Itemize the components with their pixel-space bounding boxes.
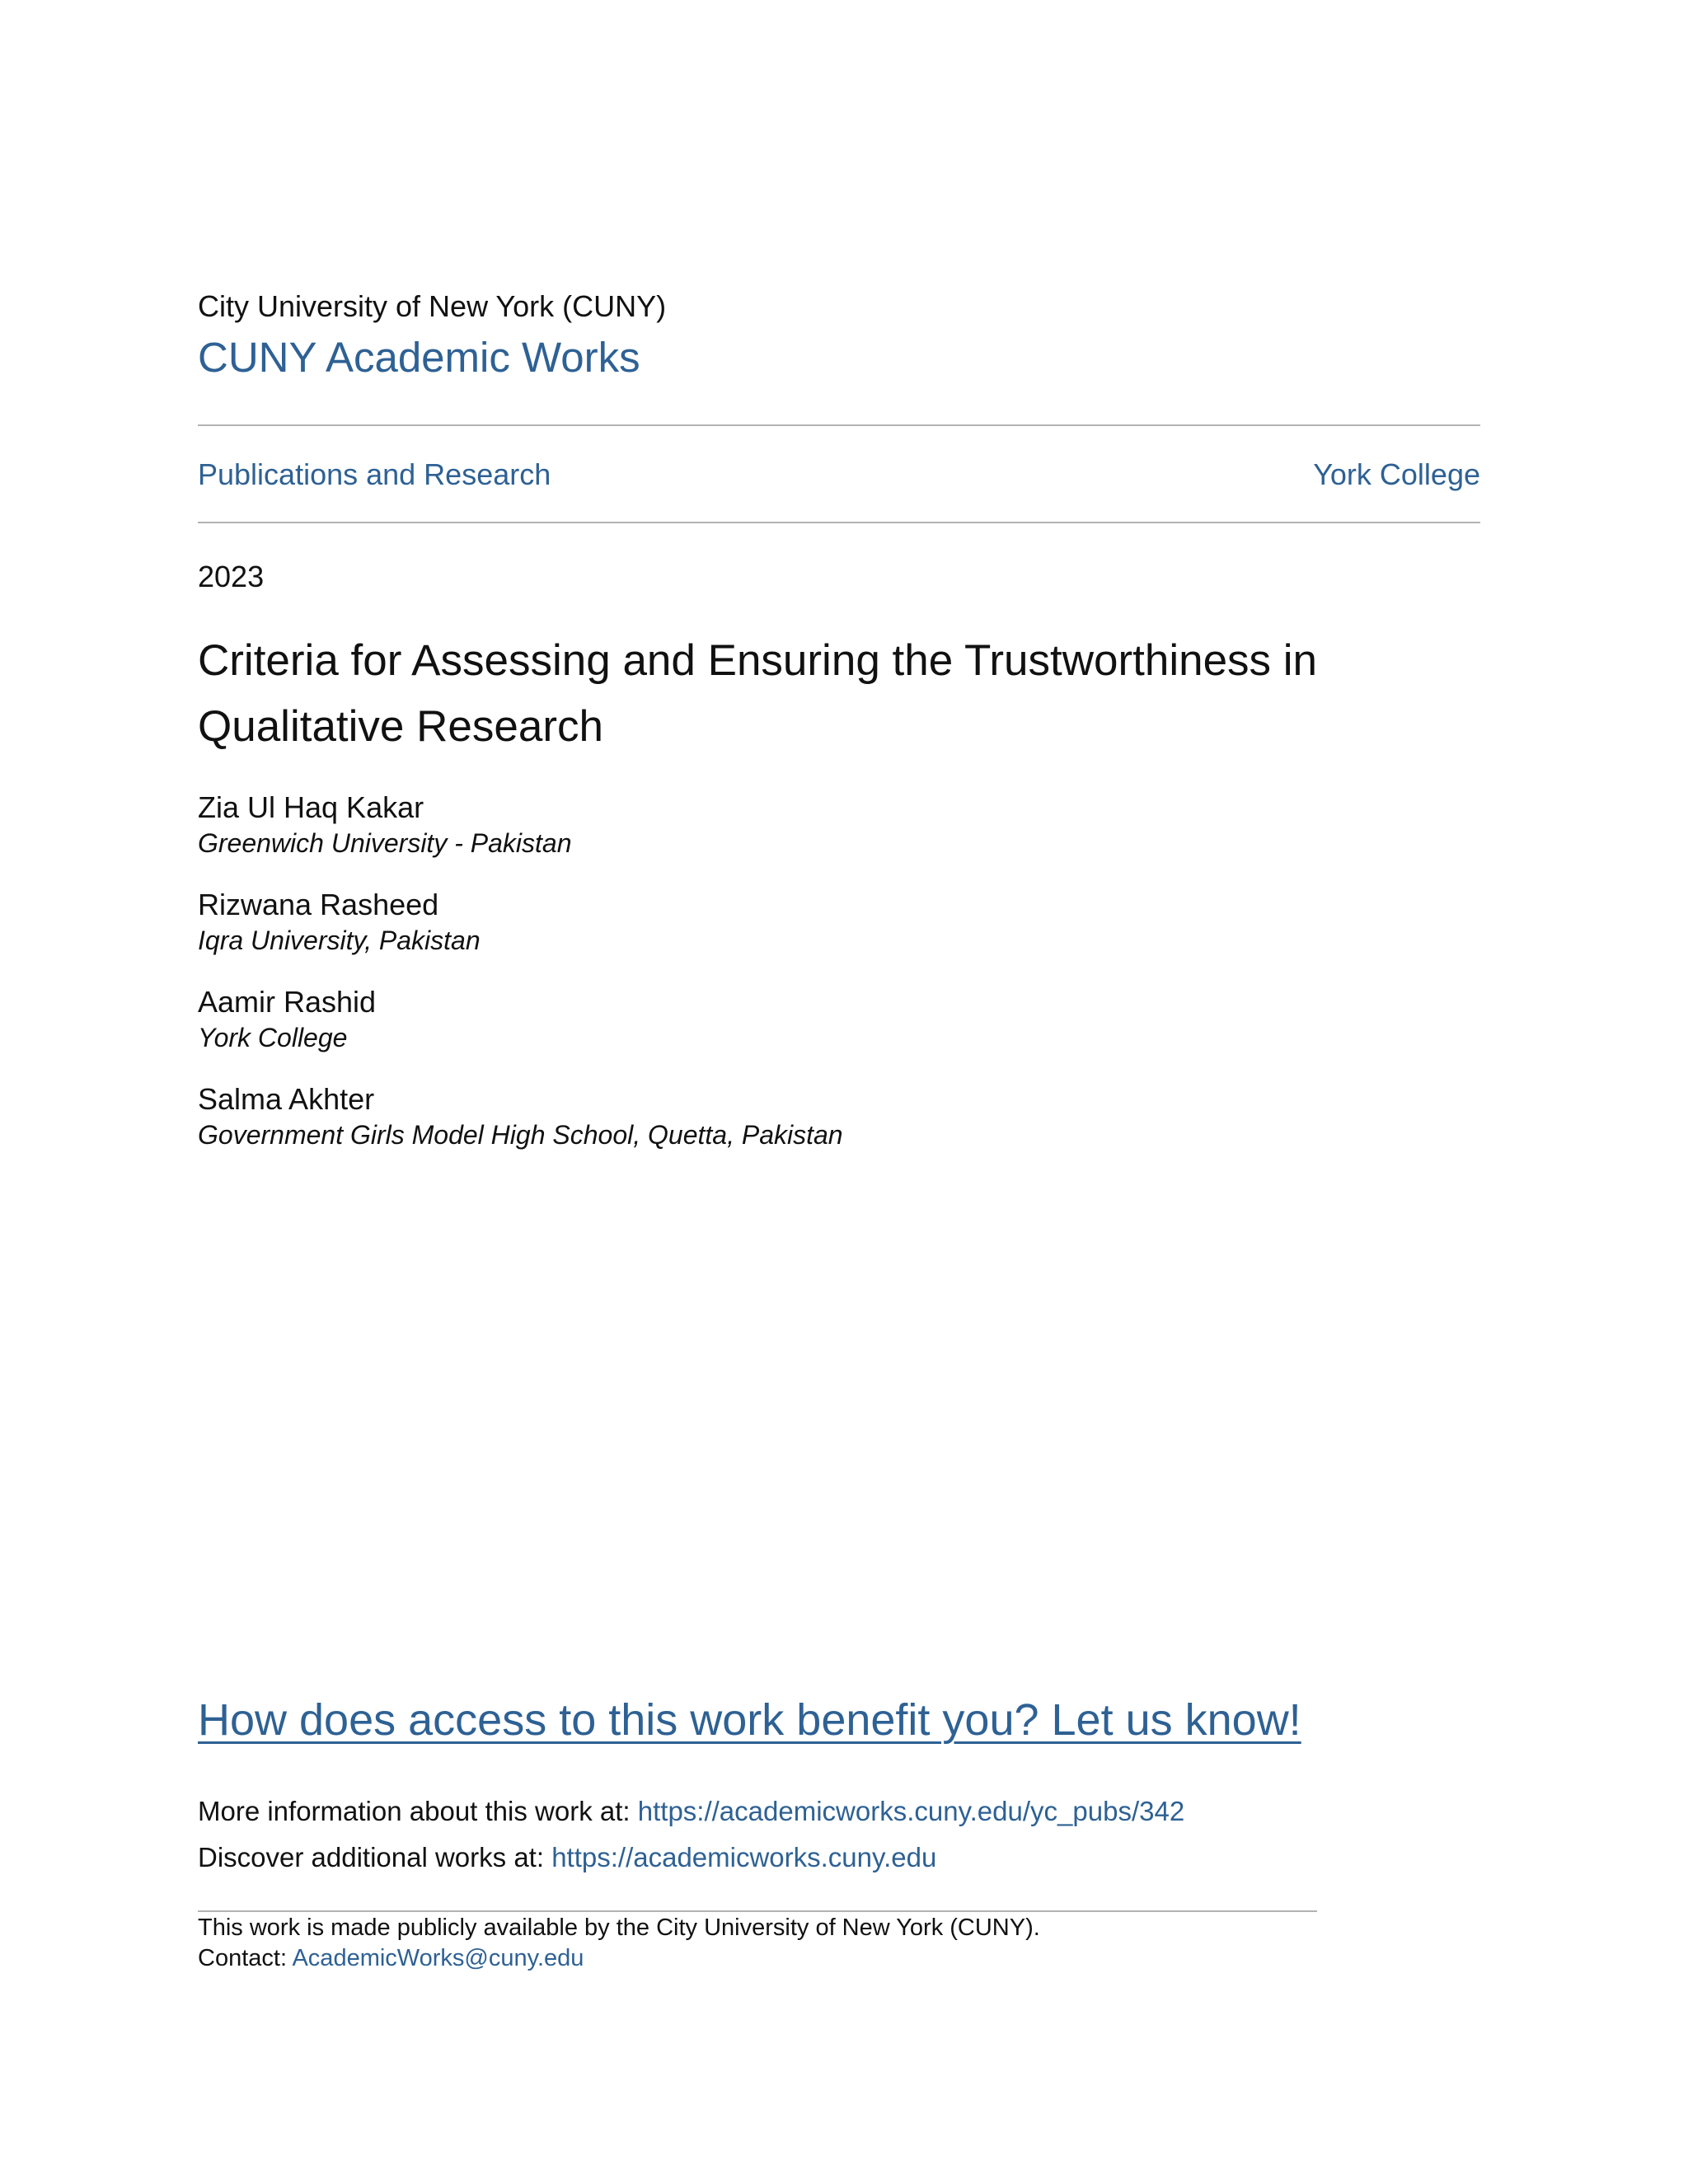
author-entry [198,984,1434,1055]
author-affiliation: Iqra University, Pakistan [198,926,481,955]
footer-divider [198,1910,1317,1912]
college-link[interactable]: York College [1313,457,1480,491]
more-info-label: More information about this work at: [198,1796,638,1826]
author-name: Aamir Rashid [198,985,377,1019]
article-title: Criteria for Assessing and Ensuring the Trustworthiness in Qualitative Research [198,636,1318,751]
author-affiliation: Greenwich University - Pakistan [198,828,572,858]
contact-email-link[interactable]: AcademicWorks@cuny.edu [292,1945,584,1971]
discover-url-link[interactable]: https://academicworks.cuny.edu [551,1842,937,1872]
discover-label: Discover additional works at: [198,1842,552,1872]
author-affiliation: York College [198,1023,348,1052]
author-name: Rizwana Rasheed [198,888,439,921]
more-info-line [198,1793,1184,1830]
author-affiliation: Government Girls Model High School, Quetta, Pakistan [198,1120,843,1150]
repository-link[interactable]: CUNY Academic Works [198,334,640,381]
author-entry [198,887,1434,958]
top-divider [198,424,1480,426]
contact-line [198,1943,584,1974]
author-name: Zia Ul Haq Kakar [198,790,424,824]
author-entry [198,790,1434,860]
publication-year: 2023 [198,560,265,593]
discover-line [198,1840,936,1876]
nav-divider [198,522,1480,523]
institution-name: City University of New York (CUNY) [198,289,667,323]
series-link[interactable]: Publications and Research [198,457,551,491]
availability-note: This work is made publicly available by the City University of New York (CUNY). [198,1915,1040,1941]
more-info-url-link[interactable]: https://academicworks.cuny.edu/yc_pubs/342 [637,1796,1185,1826]
author-entry [198,1081,1434,1152]
feedback-link[interactable]: How does access to this work benefit you? Let us know! [198,1695,1301,1745]
author-list [198,790,1434,1179]
contact-label: Contact: [198,1945,293,1971]
author-name: Salma Akhter [198,1082,375,1116]
